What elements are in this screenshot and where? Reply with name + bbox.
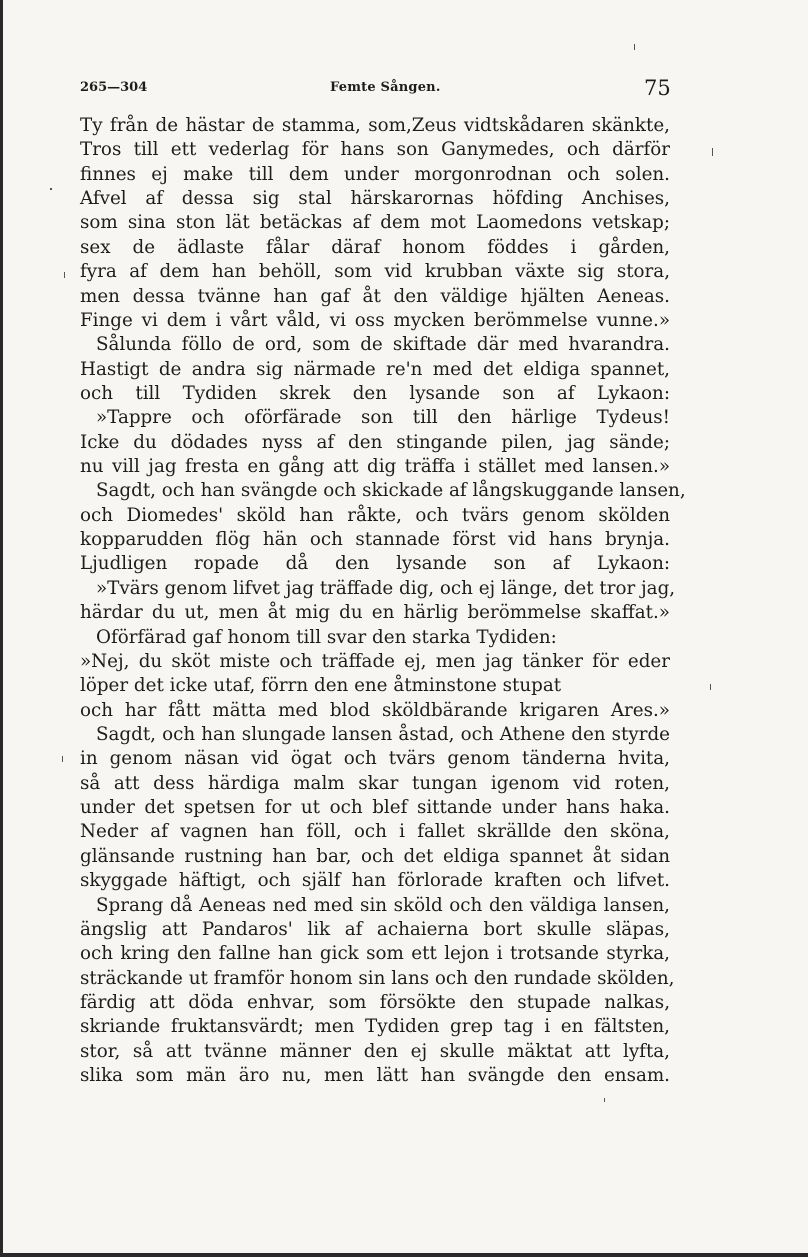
scan-speck (710, 684, 711, 690)
verse-line: som sina ston lät betäckas af dem mot Laomedons vetskap; (80, 212, 670, 234)
line-range: 265—304 (80, 80, 148, 95)
verse-line: Finge vi dem i vårt våld, vi oss mycken berömmelse vunne.» (80, 309, 670, 331)
verse-line: finnes ej make till dem under morgonrodnan och solen. (80, 163, 670, 185)
scan-speck (604, 1098, 605, 1102)
verse-line: »Nej, du sköt miste och träffade ej, men jag tänker för eder (80, 650, 670, 672)
verse-line: Icke du dödades nyss af den stingande pilen, jag sände; (80, 431, 670, 453)
verse-line: nu vill jag fresta en gång att dig träffa i stället med lansen.» (80, 456, 670, 478)
verse-line: kopparudden flög hän och stannade först vid hans brynja. (80, 529, 670, 551)
verse-line: fyra af dem han behöll, som vid krubban växte sig stora, (80, 261, 670, 283)
verse-line: Sagdt, och han slungade lansen åstad, och Athene den styrde (96, 723, 670, 745)
scan-speck (634, 44, 635, 50)
verse-line: sträckande ut framför honom sin lans och den rundade skölden, (80, 967, 675, 989)
verse-line: Sprang då Aeneas ned med sin sköld och den väldiga lansen, (96, 894, 670, 916)
verse-line: härdar du ut, men åt mig du en härlig berömmelse skaffat.» (80, 602, 670, 624)
verse-line: »Tappre och oförfärade son till den härlige Tydeus! (96, 407, 670, 429)
verse-line: Afvel af dessa sig stal härskarornas höfding Anchises, (80, 188, 670, 210)
verse-line: skyggade häftigt, och själf han förlorade kraften och lifvet. (80, 870, 670, 892)
verse-line: färdig att döda enhvar, som försökte den stupade nalkas, (80, 991, 670, 1013)
verse-line: in genom näsan vid ögat och tvärs genom tänderna hvita, (80, 748, 670, 770)
verse-line: Oförfärad gaf honom till svar den starka Tydiden: (96, 626, 557, 648)
verse-line: Sagdt, och han svängde och skickade af långskuggande lansen, (96, 480, 686, 502)
verse-line: Neder af vagnen han föll, och i fallet skrällde den sköna, (80, 821, 670, 843)
scan-edge-left (0, 0, 3, 1257)
chapter-title: Femte Sången. (330, 80, 441, 95)
verse-line: Ljudligen ropade då den lysande son af Lykaon: (80, 553, 670, 575)
verse-line: och har fått mätta med blod sköldbärande krigaren Ares.» (80, 699, 670, 721)
verse-line: och Diomedes' sköld han råkte, och tvärs genom skölden (80, 504, 670, 526)
verse-line: löper det icke utaf, förrn den ene åtminstone stupat (80, 675, 562, 697)
scan-speck (62, 756, 63, 762)
verse-line: sex de ädlaste fålar däraf honom föddes i gården, (80, 236, 670, 258)
verse-line: Sålunda föllo de ord, som de skiftade där med hvarandra. (96, 334, 670, 356)
verse-line: så att dess härdiga malm skar tungan igenom vid roten, (80, 772, 670, 794)
verse-line: men dessa tvänne han gaf åt den väldige hjälten Aeneas. (80, 285, 670, 307)
page-number: 75 (644, 76, 671, 100)
verse-line: »Tvärs genom lifvet jag träffade dig, och ej länge, det tror jag, (96, 577, 676, 599)
scan-speck (64, 272, 65, 278)
poem-text (80, 114, 686, 1088)
verse-line: Hastigt de andra sig närmade re'n med det eldiga spannet, (80, 358, 670, 380)
verse-line: Ty från de hästar de stamma, som,Zeus vidtskådaren skänkte, (80, 115, 670, 136)
running-header (80, 76, 680, 102)
verse-line: under det spetsen for ut och blef sittande under hans haka. (80, 797, 670, 819)
verse-line: och till Tydiden skrek den lysande son af Lykaon: (80, 382, 670, 404)
verse-line: Tros till ett vederlag för hans son Ganymedes, och därför (80, 139, 670, 161)
verse-line: och kring den fallne han gick som ett lejon i trotsande styrka, (80, 943, 670, 965)
verse-line: ängslig att Pandaros' lik af achaierna bort skulle släpas, (80, 918, 670, 940)
scan-speck (712, 148, 713, 156)
scan-speck (50, 188, 52, 190)
scan-edge-bottom (0, 1253, 808, 1257)
verse-line: skriande fruktansvärdt; men Tydiden grep tag i en fältsten, (80, 1016, 670, 1038)
verse-line: glänsande rustning han bar, och det eldiga spannet åt sidan (80, 845, 670, 867)
verse-line: stor, så att tvänne männer den ej skulle mäktat att lyfta, (80, 1040, 670, 1062)
verse-line: slika som män äro nu, men lätt han svängde den ensam. (80, 1065, 670, 1087)
